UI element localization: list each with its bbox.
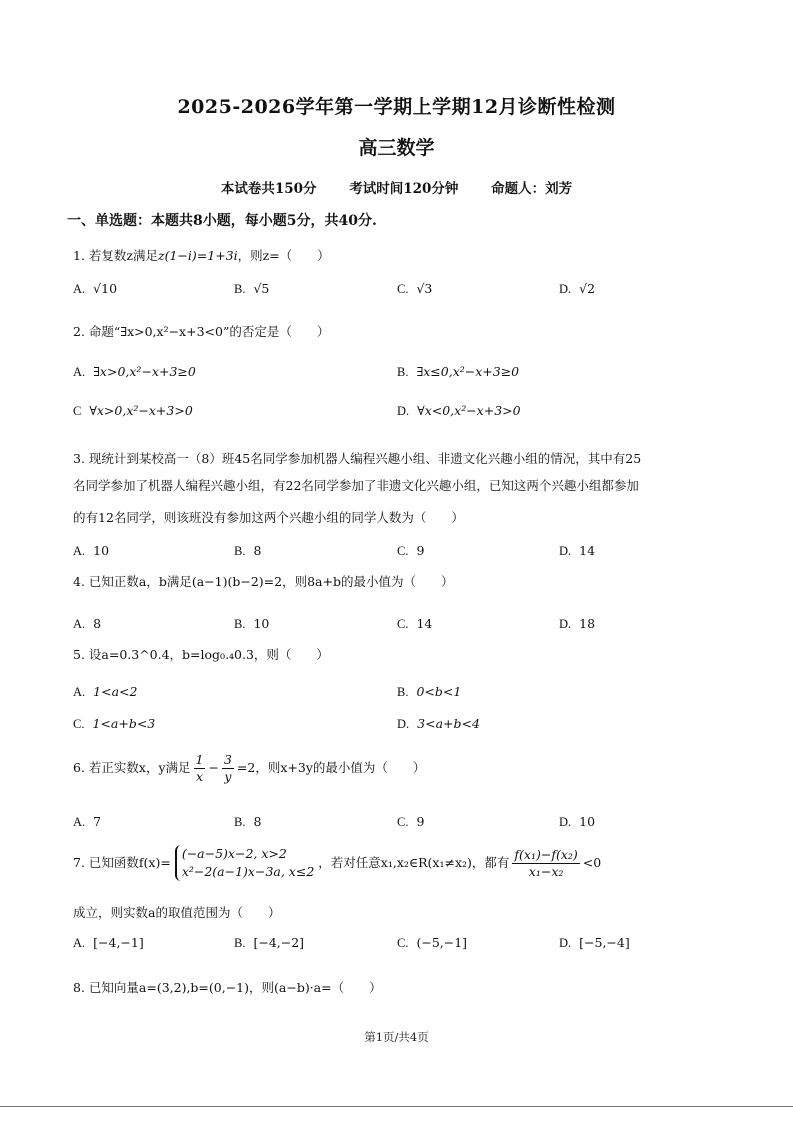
question-8: 8. 已知向量a=(3,2),b=(0,−1)，则(a−b)·a=（ ） [73,980,382,995]
q5-option-a[interactable]: A. 1<a<2 [73,684,138,699]
question-1 [73,242,330,269]
q5-option-b[interactable]: B. 0<b<1 [397,684,462,699]
q4-option-b[interactable]: B. 10 [234,616,270,631]
q3-option-b[interactable]: B. 8 [234,543,262,558]
question-6: 6. 若正实数x，y满足 $\frac{1}{x}$ − $\frac{3}{y}$ =2，则x+3y的最小值为（ ） [73,752,426,784]
q1-option-a[interactable]: A. √10 [73,281,118,296]
q6-fraction-1: $\frac{1}{x}$ [195,752,204,784]
question-3-line-3: 的有12名同学，则该班没有参加这两个兴趣小组的同学人数为（ ） [73,510,464,525]
q5-option-d[interactable]: D. 3<a+b<4 [397,716,480,731]
q7-piecewise: (−a−5)x−2, x>2 x²−2(a−1)x−3a, x≤2 [175,845,314,881]
question-5: 5. 设a=0.3^0.4，b=log₀.₄0.3，则（ ） [73,647,329,662]
q4-option-c[interactable]: C. 14 [397,616,433,631]
section-heading: 一、单选题：本题共8小题，每小题5分，共40分. [67,213,377,229]
q1-option-c[interactable]: C. √3 [397,281,433,296]
total-score: 本试卷共150分 [220,181,317,197]
q5-option-c[interactable]: C. 1<a+b<3 [73,716,156,731]
question-1-math: z(1−i)=1+3i [158,248,238,263]
question-4: 4. 已知正数a，b满足(a−1)(b−2)=2，则8a+b的最小值为（ ） [73,574,454,589]
q4-option-a[interactable]: A. 8 [73,616,102,631]
q6-option-a[interactable]: A. 7 [73,814,102,829]
q3-option-a[interactable]: A. 10 [73,543,110,558]
exam-time: 考试时间120分钟 [349,181,459,197]
exam-meta [0,177,793,197]
q7-option-c[interactable]: C. (−5,−1] [397,935,468,950]
exam-author: 命题人：刘芳 [491,181,573,197]
question-7: 7. 已知函数f(x)= (−a−5)x−2, x>2 x²−2(a−1)x−3a, x≤2 ，若对任意x₁,x₂∈R(x₁≠x₂)，都有 $\frac{\text{f(x₁)−f(x₂)}}{\text{x₁−x₂}}$ <0 [73,846,602,879]
q7-option-a[interactable]: A. [−4,−1] [73,935,144,950]
q2-option-d[interactable]: D. ∀x<0,x²−x+3>0 [397,403,521,418]
q6-option-d[interactable]: D. 10 [559,814,596,829]
question-1-tail: ，则z=（ ） [237,248,330,263]
question-2: 2. 命题“∃x>0,x²−x+3<0”的否定是（ ） [73,324,330,339]
q3-option-c[interactable]: C. 9 [397,543,425,558]
q6-fraction-2: $\frac{3}{y}$ [223,752,232,784]
q7-fraction: $\frac{\text{f(x₁)−f(x₂)}}{\text{x₁−x₂}}$ [514,846,578,879]
q6-option-b[interactable]: B. 8 [234,814,262,829]
q7-option-d[interactable]: D. [−5,−4] [559,935,630,950]
q4-option-d[interactable]: D. 18 [559,616,596,631]
question-3-line-2: 名同学参加了机器人编程兴趣小组，有22名同学参加了非遗文化兴趣小组，已知这两个兴趣小组都参加 [73,478,639,493]
q2-option-b[interactable]: B. ∃x≤0,x²−x+3≥0 [397,364,520,379]
q2-option-c[interactable]: C ∀x>0,x²−x+3>0 [73,403,193,418]
q3-option-d[interactable]: D. 14 [559,543,596,558]
question-1-stem: 1. 若复数z满足 [73,248,158,263]
page-indicator: 第1页/共4页 [364,1030,429,1044]
exam-subject: 高三数学 [358,137,435,159]
question-7-line-2: 成立，则实数a的取值范围为（ ） [73,905,281,920]
q2-option-a[interactable]: A. ∃x>0,x²−x+3≥0 [73,364,196,379]
exam-title: 2025-2026学年第一学期上学期12月诊断性检测 [177,96,616,118]
question-3-line-1: 3. 现统计到某校高一（8）班45名同学参加机器人编程兴趣小组、非遗文化兴趣小组的情况，其中有25 [73,451,642,466]
q1-option-b[interactable]: B. √5 [234,281,270,296]
q1-option-d[interactable]: D. √2 [559,281,596,296]
page-bottom-divider [0,1106,793,1107]
q6-option-c[interactable]: C. 9 [397,814,425,829]
q7-option-b[interactable]: B. [−4,−2] [234,935,305,950]
